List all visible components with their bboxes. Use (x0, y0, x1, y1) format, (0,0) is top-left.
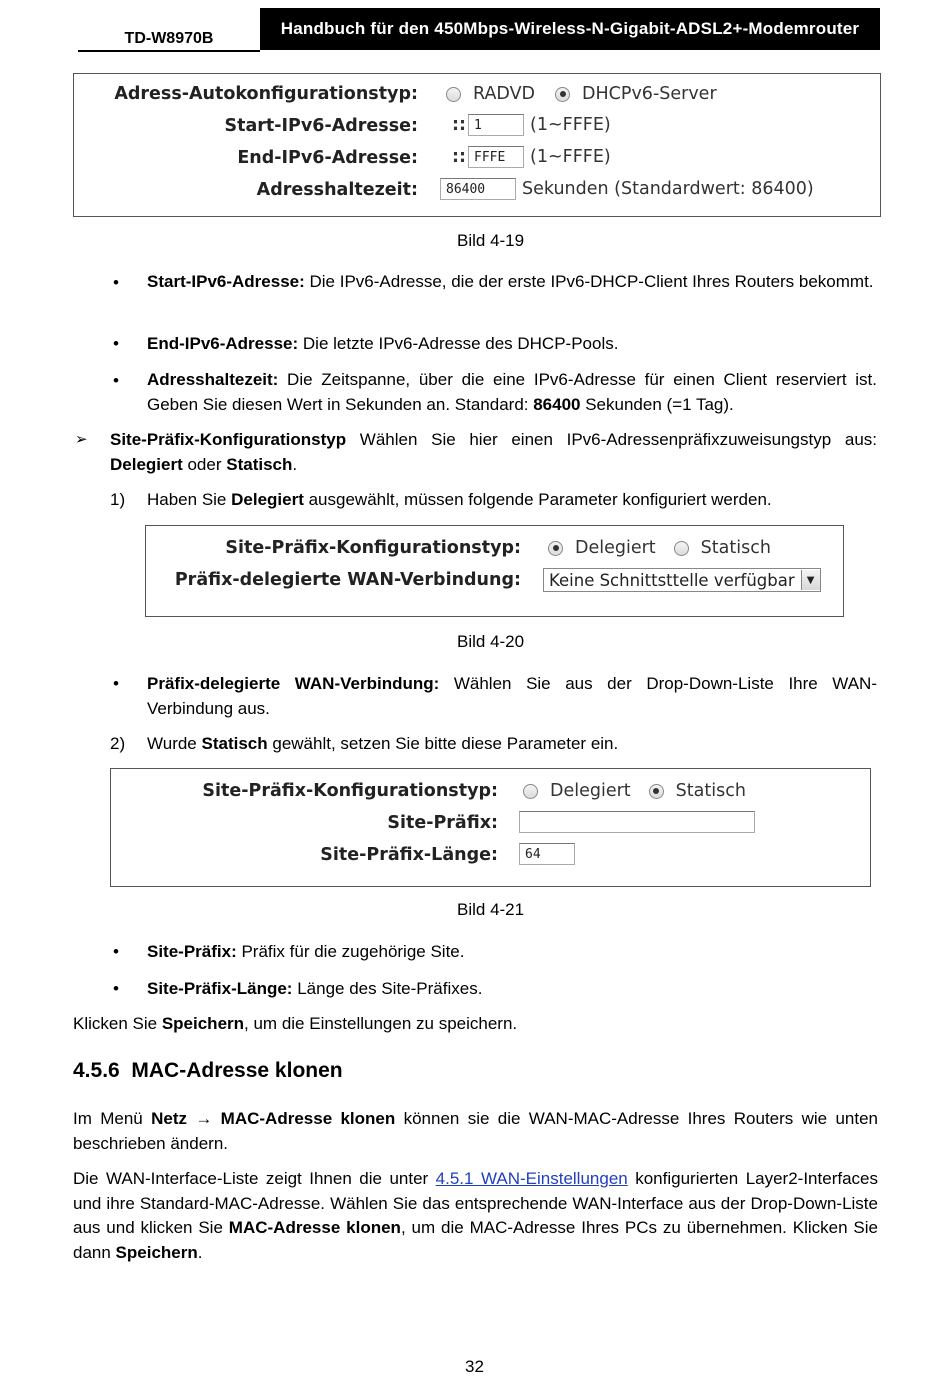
figure-4-20 (145, 525, 844, 617)
end-ipv6-input[interactable]: FFFE (468, 146, 524, 168)
term: Site-Präfix: (147, 942, 237, 961)
row-autokonfig (74, 82, 880, 112)
term: Site-Präfix-Konfigurationstyp (110, 430, 347, 449)
label-start-ipv6: Start-IPv6-Adresse: (224, 116, 418, 136)
b: Delegiert (231, 490, 304, 509)
bullet-dot: • (113, 371, 119, 390)
bullet-site-prefix (147, 940, 877, 965)
end-hint: (1~FFFE) (530, 147, 611, 167)
value-site-prefix-length (519, 843, 575, 865)
term2: 86400 (533, 394, 581, 414)
row-wan-verbindung (146, 568, 843, 598)
statisch-label: Statisch (675, 781, 746, 801)
select-value: Keine Schnittsttelle verfügbar (549, 570, 795, 590)
radio-delegiert[interactable] (523, 784, 538, 799)
statisch-label: Statisch (700, 538, 771, 558)
bullet-haltezeit (147, 368, 877, 417)
haltezeit-hint: Sekunden (Standardwert: 86400) (522, 179, 814, 199)
value-site-prefix (519, 811, 755, 833)
term: Adresshaltezeit: (147, 370, 279, 389)
term: Start-IPv6-Adresse: (147, 272, 305, 291)
b1: Netz (151, 1109, 187, 1128)
bullet-dot: • (113, 979, 119, 998)
end: . (292, 454, 298, 474)
a: Klicken Sie (73, 1014, 162, 1033)
header-title (260, 8, 880, 50)
desc: Wählen Sie hier einen IPv6-Adressenpräfixzuweisungstyp aus: (346, 430, 877, 449)
b1: MAC-Adresse klonen (228, 1218, 401, 1237)
bullet-start-ipv6 (147, 270, 877, 295)
header-model: TD-W8970B (78, 20, 260, 52)
c: , um die MAC-Adresse Ihres PCs zu übernehmen. Klicken Sie dann (73, 1218, 879, 1262)
b2: Speichern (115, 1242, 198, 1262)
label-site-prefix-length: Site-Präfix-Länge: (320, 845, 498, 865)
figure-4-21 (110, 768, 871, 887)
chevron-down-icon[interactable]: ▼ (801, 570, 820, 590)
a: Im Menü (73, 1109, 152, 1128)
row-site-prefix (111, 811, 870, 841)
desc: Die IPv6-Adresse, die der erste IPv6-DHCP-Client Ihres Routers bekommt. (304, 272, 874, 291)
bullet-dot: • (113, 942, 119, 961)
bullet-site-prefix-length (147, 977, 877, 1002)
a: Die WAN-Interface-Liste zeigt Ihnen die unter (73, 1169, 436, 1188)
value-autokonfig (446, 84, 717, 104)
bullet-wan-verbindung (147, 672, 877, 721)
c: können sie die WAN-MAC-Adresse Ihres Routers wie unten beschrieben ändern. (73, 1109, 878, 1153)
value-end-ipv6 (452, 146, 611, 168)
dhcpv6-label: DHCPv6-Server (582, 84, 717, 104)
label-autokonfig: Adress-Autokonfigurationstyp: (114, 84, 418, 104)
desc: Länge des Site-Präfixes. (292, 979, 483, 998)
desc: Die Zeitspanne, über die eine IPv6-Adresse für einen Client reserviert ist. Geben Sie diesen Wert in Sekunden an. Standard: (147, 370, 877, 414)
site-prefix-length-input[interactable]: 64 (519, 843, 575, 865)
save-paragraph (73, 1012, 878, 1037)
value-start-ipv6 (452, 114, 611, 136)
row-start-ipv6 (74, 114, 880, 144)
step-number: 1) (110, 490, 126, 509)
row-end-ipv6 (74, 146, 880, 176)
desc: Präfix für die zugehörige Site. (236, 942, 465, 961)
radvd-label: RADVD (473, 84, 536, 104)
paragraph-interface-list (73, 1167, 878, 1265)
page-number: 32 (465, 1357, 484, 1376)
b2: Statisch (226, 454, 293, 474)
label-wan-verbindung: Präfix-delegierte WAN-Verbindung: (174, 570, 521, 590)
radio-radvd[interactable] (446, 87, 461, 102)
caption-4-21: Bild 4-21 (457, 900, 525, 919)
value-haltezeit (440, 178, 814, 200)
b: Statisch (201, 734, 268, 753)
term: End-IPv6-Adresse: (147, 334, 299, 353)
haltezeit-input[interactable]: 86400 (440, 178, 516, 200)
arrow-marker: ➢ (75, 431, 88, 448)
caption-4-19: Bild 4-19 (457, 231, 525, 250)
row-haltezeit (74, 178, 880, 208)
value-wan-verbindung (543, 568, 821, 592)
value-prefixtyp (548, 538, 771, 558)
start-ipv6-input[interactable]: 1 (468, 114, 524, 136)
figure-4-19 (73, 73, 881, 217)
section-number: 4.5.6 (73, 1059, 120, 1082)
b: Speichern (161, 1014, 245, 1033)
start-hint: (1~FFFE) (530, 115, 611, 135)
radio-statisch[interactable] (674, 541, 689, 556)
arrow-right-icon: → (187, 1109, 221, 1128)
section-heading (73, 1059, 343, 1083)
bullet-dot: • (113, 674, 119, 693)
caption-4-20: Bild 4-20 (457, 632, 525, 651)
desc2: Sekunden (=1 Tag). (580, 394, 734, 414)
label-prefixtyp: Site-Präfix-Konfigurationstyp: (225, 538, 521, 558)
d: . (197, 1242, 203, 1262)
start-prefix: :: (452, 115, 466, 135)
c: , um die Einstellungen zu speichern. (244, 1014, 518, 1033)
b1: Delegiert (110, 454, 183, 474)
b2: MAC-Adresse klonen (220, 1109, 396, 1128)
section-title: MAC-Adresse klonen (131, 1059, 343, 1082)
label-prefixtyp: Site-Präfix-Konfigurationstyp: (202, 781, 498, 801)
bullet-end-ipv6 (147, 332, 877, 357)
link-wan-einstellungen[interactable]: 4.5.1 WAN-Einstellungen (435, 1169, 628, 1188)
c: ausgewählt, müssen folgende Parameter konfiguriert werden. (303, 490, 772, 509)
step1-text (147, 488, 877, 513)
bullet-dot: • (113, 334, 119, 353)
c: gewählt, setzen Sie bitte diese Parameter ein. (267, 734, 619, 753)
row-prefixtyp (146, 536, 843, 566)
header-title-text: Handbuch für den 450Mbps-Wireless-N-Gigabit-ADSL2+-Modemrouter (280, 19, 860, 38)
radio-delegiert[interactable] (548, 541, 563, 556)
term: Site-Präfix-Länge: (147, 979, 293, 998)
term: Präfix-delegierte WAN-Verbindung: (147, 674, 440, 693)
wan-connection-select[interactable] (543, 568, 821, 592)
label-site-prefix: Site-Präfix: (387, 813, 498, 833)
label-haltezeit: Adresshaltezeit: (256, 180, 418, 200)
row-site-prefix-length (111, 843, 870, 873)
delegiert-label: Delegiert (550, 781, 631, 801)
radio-statisch[interactable] (649, 784, 664, 799)
value-prefixtyp (523, 781, 746, 801)
a: Wurde (147, 734, 202, 753)
arrow-item-prefixtyp (110, 428, 877, 477)
site-prefix-input[interactable] (519, 811, 755, 833)
b: konfigurierten Layer2-Interfaces und ihre Standard-MAC-Adresse. Wählen Sie das entsprechende WAN-Interface aus der Drop-Down-Liste aus und klicken Sie (73, 1169, 878, 1237)
step2-text (147, 732, 877, 757)
mid: oder (182, 454, 227, 474)
paragraph-menu (73, 1107, 878, 1156)
radio-dhcpv6[interactable] (555, 87, 570, 102)
step-number: 2) (110, 734, 126, 753)
desc: Wählen Sie aus der Drop-Down-Liste Ihre WAN-Verbindung aus. (147, 674, 877, 718)
a: Haben Sie (147, 490, 232, 509)
row-prefixtyp (111, 779, 870, 809)
label-end-ipv6: End-IPv6-Adresse: (237, 148, 418, 168)
delegiert-label: Delegiert (575, 538, 656, 558)
end-prefix: :: (452, 147, 466, 167)
desc: Die letzte IPv6-Adresse des DHCP-Pools. (298, 334, 619, 353)
bullet-dot: • (113, 273, 119, 292)
